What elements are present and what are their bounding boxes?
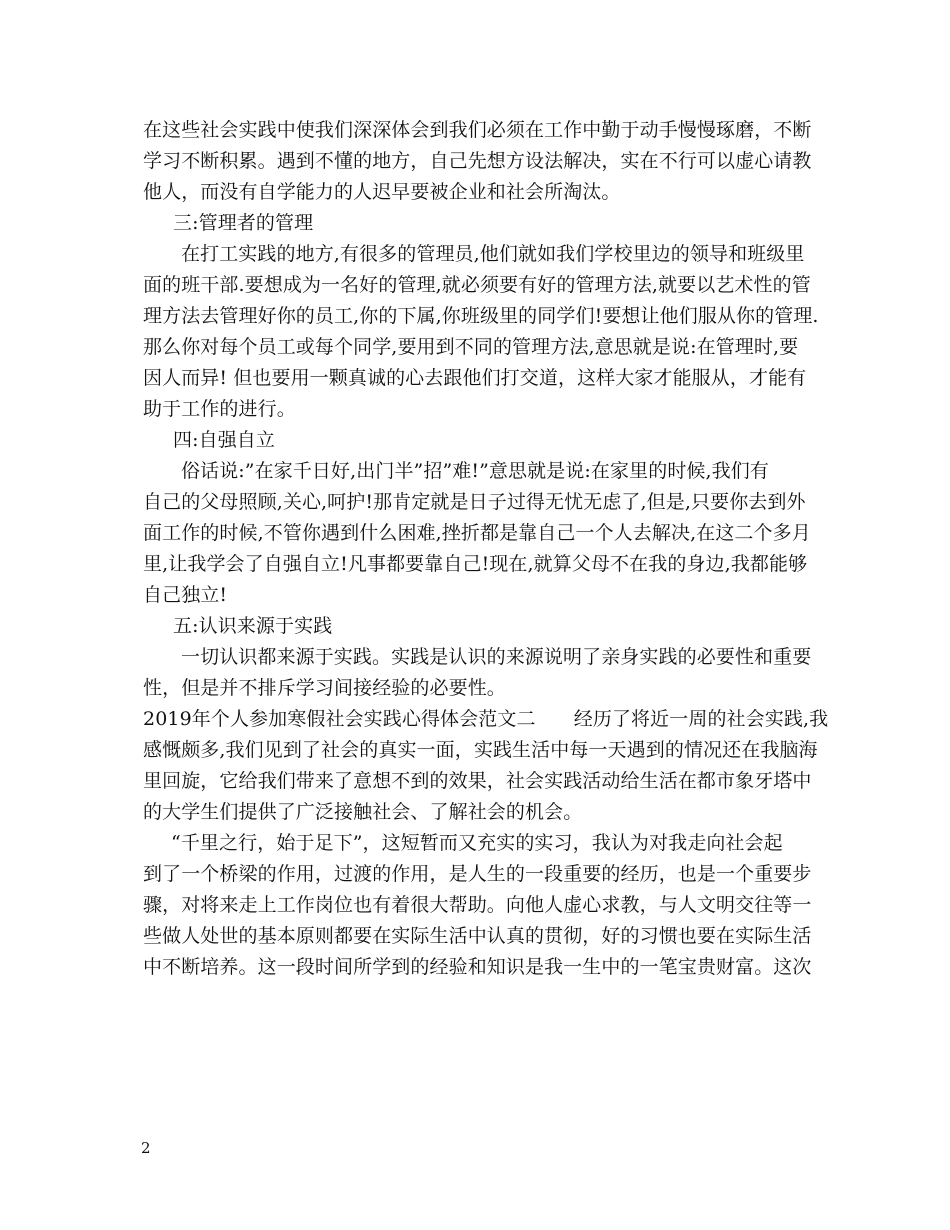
text-line: 骤，对将来走上工作岗位也有着很大帮助。向他人虚心求教，与人文明交往等一 [143, 894, 812, 916]
text-line: 自己独立! [143, 584, 228, 606]
text-line: 学习不断积累。遇到不懂的地方，自己先想方设法解决，实在不行可以虚心请教 [143, 150, 812, 172]
page-number: 2 [141, 1139, 151, 1157]
text-line: 他人，而没有自学能力的人迟早要被企业和社会所淘汰。 [143, 181, 621, 203]
text-line: 助于工作的进行。 [143, 398, 296, 420]
text-line: 自己的父母照顾,关心,呵护!那肯定就是日子过得无忧无虑了,但是,只要你去到外 [143, 491, 806, 513]
section-heading: 五:认识来源于实践 [173, 615, 333, 637]
text-line: 俗话说:”在家千日好,出门半”招”难!”意思就是说:在家里的时候,我们有 [181, 460, 769, 482]
text-line: 感慨颇多,我们见到了社会的真实一面，实践生活中每一天遇到的情况还在我脑海 [143, 739, 818, 761]
text-line: 因人而异! 但也要用一颗真诚的心去跟他们打交道，这样大家才能服从，才能有 [143, 367, 807, 389]
text-line: 里,让我学会了自强自立!凡事都要靠自己!现在,就算父母不在我的身边,我都能够 [143, 553, 808, 575]
section-heading: 三:管理者的管理 [173, 212, 314, 234]
text-line: 在打工实践的地方,有很多的管理员,他们就如我们学校里边的领导和班级里 [181, 243, 805, 265]
text-line: 一切认识都来源于实践。实践是认识的来源说明了亲身实践的必要性和重要 [181, 646, 812, 668]
text-line: 到了一个桥梁的作用，过渡的作用，是人生的一段重要的经历，也是一个重要步 [143, 863, 812, 885]
text-line: 面工作的时候,不管你遇到什么困难,挫折都是靠自己一个人去解决,在这二个多月 [143, 522, 811, 544]
body-text [143, 115, 829, 983]
text-line: 2019年个人参加寒假社会实践心得体会范文二 经历了将近一周的社会实践,我 [143, 708, 829, 730]
text-line: “千里之行，始于足下”，这短暂而又充实的实习，我认为对我走向社会起 [171, 832, 783, 854]
text-line: 的大学生们提供了广泛接触社会、了解社会的机会。 [143, 801, 583, 823]
text-line: 在这些社会实践中使我们深深体会到我们必须在工作中勤于动手慢慢琢磨，不断 [143, 119, 812, 141]
section-heading: 四:自强自立 [173, 429, 276, 451]
text-line: 面的班干部.要想成为一名好的管理,就必须要有好的管理方法,就要以艺术性的管 [143, 274, 811, 296]
text-line: 些做人处世的基本原则都要在实际生活中认真的贯彻，好的习惯也要在实际生活 [143, 925, 812, 947]
text-line: 里回旋，它给我们带来了意想不到的效果，社会实践活动给生活在都市象牙塔中 [143, 770, 812, 792]
text-line: 那么你对每个员工或每个同学,要用到不同的管理方法,意思就是说:在管理时,要 [143, 336, 799, 358]
text-line: 性，但是并不排斥学习间接经验的必要性。 [143, 677, 506, 699]
text-line: 理方法去管理好你的员工,你的下属,你班级里的同学们!要想让他们服从你的管理. [143, 305, 819, 327]
text-line: 中不断培养。这一段时间所学到的经验和知识是我一生中的一笔宝贵财富。这次 [143, 956, 812, 978]
